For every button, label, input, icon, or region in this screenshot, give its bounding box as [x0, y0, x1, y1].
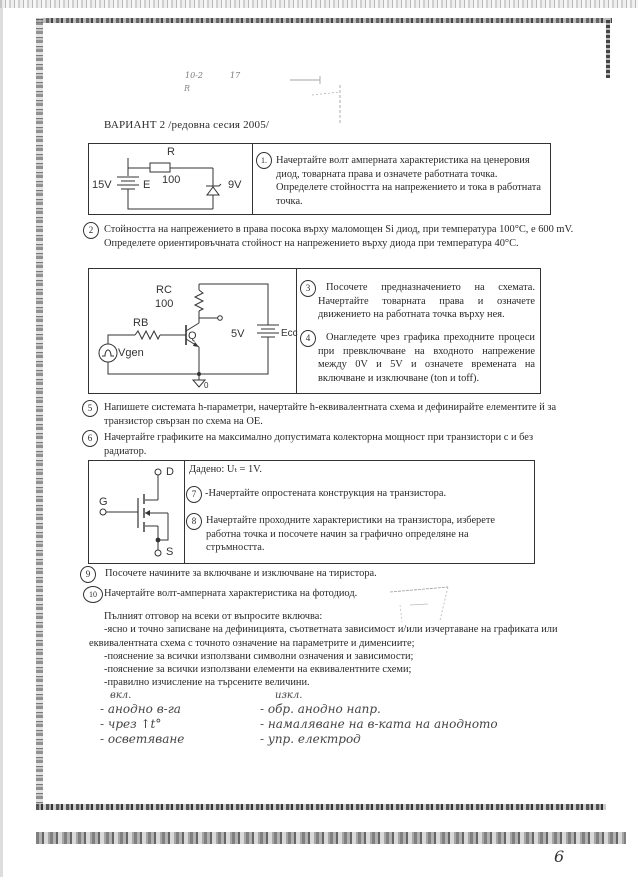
question-number-badge: 2	[83, 222, 99, 239]
page-frame-bottom	[36, 804, 606, 810]
question-number-badge: 6	[82, 430, 98, 447]
handwritten-note: - осветяване	[100, 732, 185, 746]
question-number-badge: 5	[82, 400, 98, 417]
rc-value: 100	[155, 298, 174, 310]
gate-label: G	[99, 496, 108, 508]
requirements-item: -правилно изчисление на търсените величини.	[104, 677, 310, 688]
given-condition: Дадено: Uₜ = 1V.	[189, 464, 262, 475]
question-number-badge: 1.	[256, 152, 272, 169]
handwritten-note: 10-2	[185, 71, 203, 80]
question-4-text: Онагледете чрез графика преходните процеси при превключване на входното напрежение между 0V и 5V и означете времената на включване и изключване (ton и toff).	[318, 332, 535, 384]
question-7-text: -Начертайте опростената конструкция на транзистора.	[205, 488, 447, 499]
handwritten-note: 17	[230, 71, 241, 80]
divider	[252, 143, 253, 214]
divider	[184, 460, 185, 563]
question-6-text: Начертайте графиките на максимално допустимата колекторна мощност при транзистори с и без радиатор.	[104, 432, 534, 457]
generator-label: Vgen	[118, 347, 144, 359]
handwritten-note: - намаляване на в-ката на анодното	[260, 717, 498, 731]
requirements-intro: Пълният отговор на всеки от въпросите включва:	[104, 611, 323, 622]
transistor-label: Q	[188, 330, 197, 342]
source-voltage: 15V	[92, 179, 112, 191]
requirements-item: -пояснение за всички използвани елементи на еквивалентните схеми;	[104, 664, 412, 675]
supply-label: Ecc	[281, 328, 298, 339]
question-number-badge: 10	[83, 586, 103, 603]
handwritten-note: - упр. електрод	[260, 732, 361, 746]
question-number-badge: 8	[186, 513, 202, 530]
handwritten-sketch	[290, 70, 380, 125]
source-label: S	[166, 546, 174, 558]
question-number-badge: 4	[300, 330, 316, 347]
scan-noise-top	[0, 0, 638, 8]
question-3-text: Посочете предназначението на схемата. Начертайте товарната права и означете движението на работната точка върху нея.	[318, 282, 535, 320]
ground-label: 0	[204, 381, 209, 390]
scan-edge	[0, 0, 3, 877]
zener-voltage: 9V	[228, 179, 242, 191]
page-frame-right	[606, 18, 610, 78]
page-frame-top	[36, 18, 612, 23]
page-frame-left	[36, 18, 43, 808]
handwritten-note: R	[184, 84, 191, 93]
handwritten-note: - обр. анодно напр.	[260, 702, 381, 716]
rc-label: RC	[156, 284, 172, 296]
question-number-badge: 9	[80, 566, 96, 583]
page-title: ВАРИАНТ 2 /редовна сесия 2005/	[104, 119, 270, 131]
resistor-label: R	[167, 146, 175, 158]
source-label: E	[143, 179, 151, 191]
question-1-text: Начертайте волт амперната характеристика на ценеровия диод, товарната права и означете работната точка. Определете стойността на напрежението и тока в работната точка.	[276, 155, 541, 207]
handwritten-sketch	[380, 580, 460, 625]
handwritten-note: вкл.	[110, 690, 132, 701]
question-10-text: Начертайте волт-амперната характеристика на фотодиод.	[104, 588, 358, 599]
rb-label: RB	[133, 317, 149, 329]
scan-noise-bottom	[36, 832, 626, 844]
resistor-value: 100	[162, 174, 181, 186]
handwritten-note: - чрез ↑t°	[100, 717, 162, 731]
requirements-item: -ясно и точно записване на дефиницията, съответната зависимост и/или изчертаване на графиката или еквивалентната схема с точното означение на параметрите и дименсиите;	[89, 624, 558, 649]
question-9-text: Посочете начините за включване и изключване на тиристора.	[105, 568, 377, 579]
question-2-text: Стойността на напрежението в права посока върху маломощен Si диод, при температура 100°С, е 600 mV. Определете ориентировъчната стойност на напрежението върху диода при температура 40°С.	[104, 224, 574, 249]
page-number: 6	[554, 847, 565, 866]
question-number-badge: 7	[186, 486, 202, 503]
question-5-text: Напишете системата h-параметри, начертайте h-еквивалентната схема и дефинирайте елементите й за транзистор свързан по схема на ОЕ.	[104, 402, 557, 427]
requirements-item: -пояснение за всички използвани символни означения и зависимости;	[104, 651, 414, 662]
supply-voltage: 5V	[231, 328, 245, 340]
handwritten-note: изкл.	[275, 690, 303, 701]
drain-label: D	[166, 466, 174, 478]
handwritten-note: - анодно в-га	[100, 702, 181, 716]
question-number-badge: 3	[300, 280, 316, 297]
question-8-text: Начертайте проходните характеристики на транзистора, изберете работна точка и посочете начин за графично определяне на стръмността.	[206, 515, 496, 553]
